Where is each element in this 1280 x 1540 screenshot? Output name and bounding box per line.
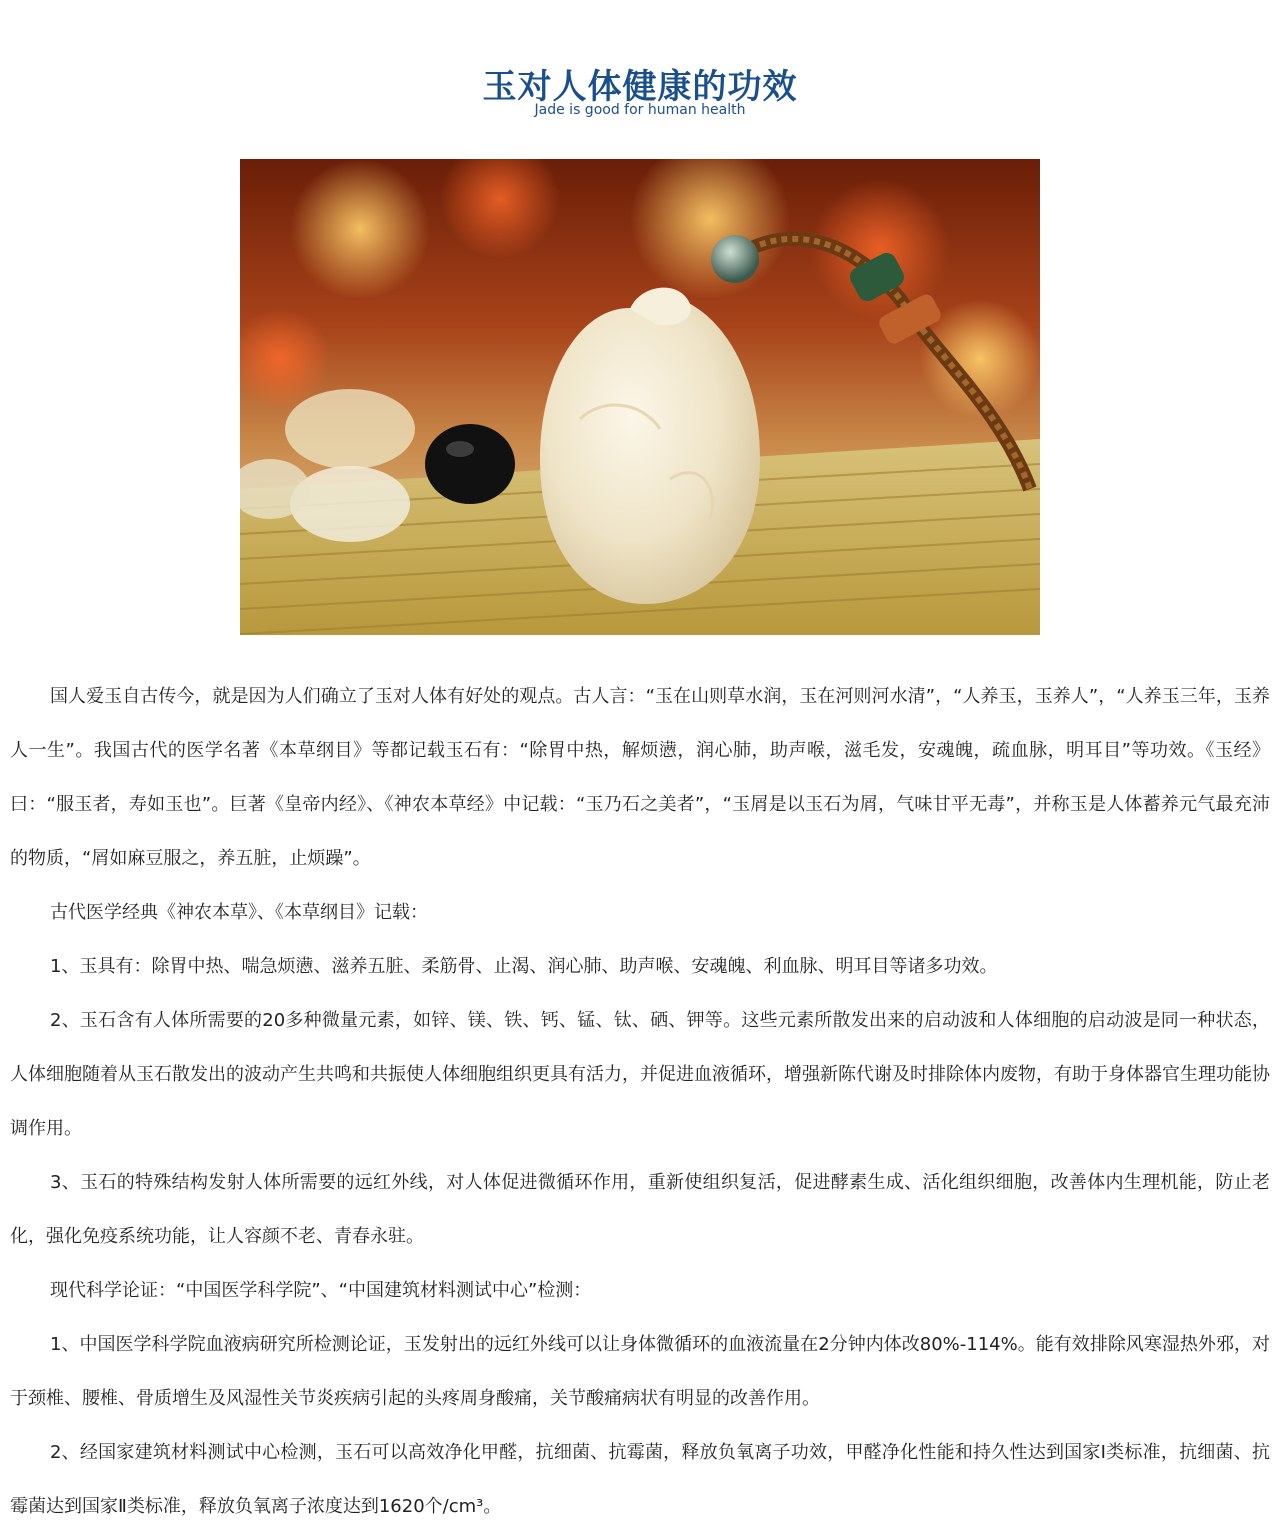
article-paragraph: 古代医学经典《神农本草》、《本草纲目》记载： [50,902,428,923]
article-paragraph: 2、经国家建筑材料测试中心检测，玉石可以高效净化甲醛，抗细菌、抗霉菌，释放负氧离子功效，甲醛净化性能和持久性达到国家Ⅰ类标准，抗细菌、抗霉菌达到国家Ⅱ类标准，释放负氧离子浓度达到1620个/cm³。 [10,1442,1270,1517]
page-title: 玉对人体健康的功效 [482,66,798,107]
article-paragraph: 3、玉石的特殊结构发射人体所需要的远红外线，对人体促进微循环作用，重新使组织复活，促进酵素生成、活化组织细胞，改善体内生理机能，防止老化，强化免疫系统功能，让人容颜不老、青春永驻。 [10,1172,1270,1247]
article-paragraph: 2、玉石含有人体所需要的20多种微量元素，如锌、镁、铁、钙、锰、钛、硒、钾等。这些元素所散发出来的启动波和人体细胞的启动波是同一种状态，人体细胞随着从玉石散发出的波动产生共鸣和共振使人体细胞组织更具有活力，并促进血液循环，增强新陈代谢及时排除体内废物，有助于身体器官生理功能协调作用。 [10,1010,1270,1139]
article-paragraph: 国人爱玉自古传今，就是因为人们确立了玉对人体有好处的观点。古人言：“玉在山则草水润，玉在河则河水清”，“人养玉，玉养人”，“人养玉三年，玉养人一生”。我国古代的医学名著《本草纲目》等都记载玉石有：“除胃中热，解烦懑，润心肺，助声喉，滋毛发，安魂魄，疏血脉，明耳目”等功效。《玉经》曰：“服玉者，寿如玉也”。巨著《皇帝内经》、《神农本草经》中记载：“玉乃石之美者”，“玉屑是以玉石为屑，气味甘平无毒”，并称玉是人体蓄养元气最充沛的物质，“屑如麻豆服之，养五脏，止烦躁”。 [10,686,1270,869]
article-paragraph: 1、玉具有：除胃中热、喘急烦懑、滋养五脏、柔筋骨、止渴、润心肺、助声喉、安魂魄、利血脉、明耳目等诸多功效。 [50,956,998,977]
article-body [10,670,1270,1534]
article-paragraph: 现代科学论证：“中国医学科学院”、“中国建筑材料测试中心”检测： [50,1280,592,1301]
page-subtitle: Jade is good for human health [534,102,746,118]
article-paragraph: 1、中国医学科学院血液病研究所检测论证，玉发射出的远红外线可以让身体微循环的血液流量在2分钟内体改80%-114%。能有效排除风寒湿热外邪，对于颈椎、腰椎、骨质增生及风湿性关节炎疾病引起的头疼周身酸痛，关节酸痛病状有明显的改善作用。 [10,1334,1270,1409]
jade-pendant-photo [240,159,1040,635]
